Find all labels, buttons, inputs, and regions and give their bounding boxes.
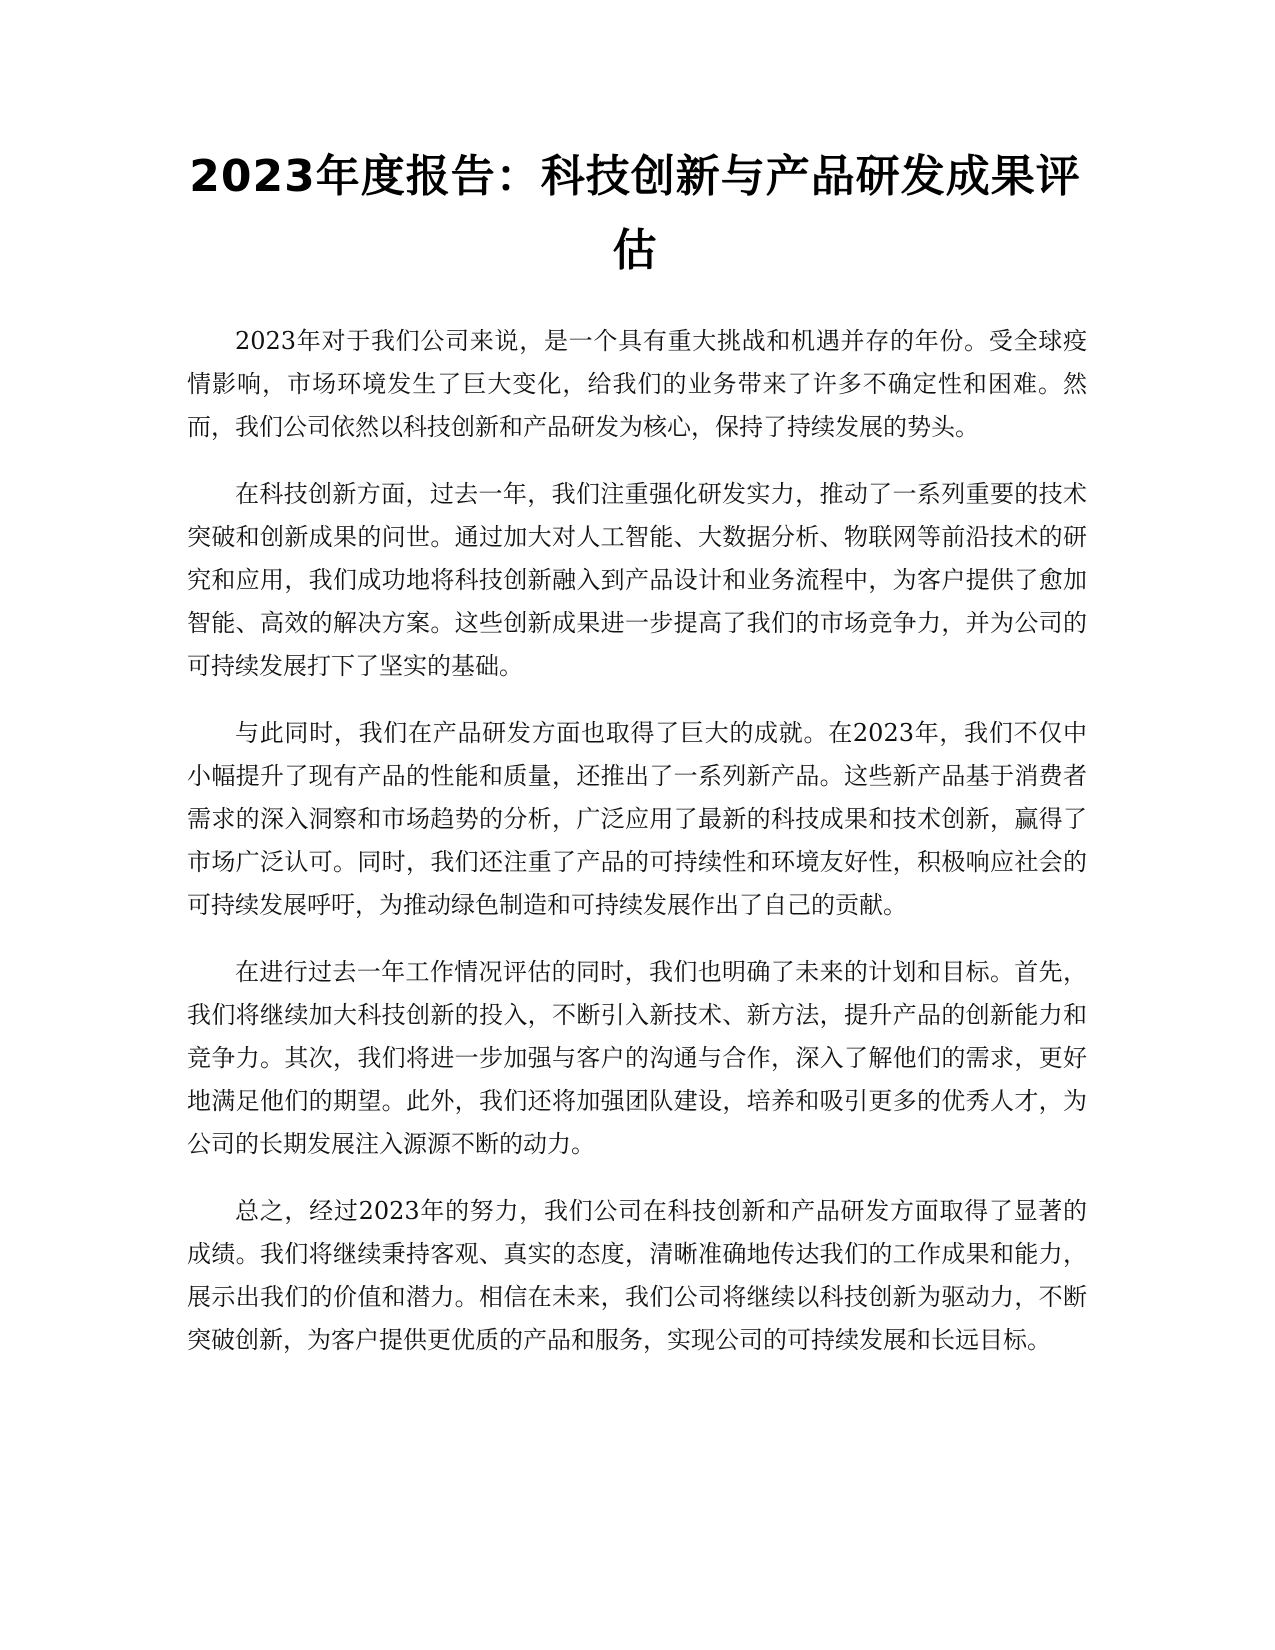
paragraph-tech-innovation: 在科技创新方面，过去一年，我们注重强化研发实力，推动了一系列重要的技术突破和创新成果的问世。通过加大对人工智能、大数据分析、物联网等前沿技术的研究和应用，我们成功地将科技创新融入到产品设计和业务流程中，为客户提供了愈加智能、高效的解决方案。这些创新成果进一步提高了我们的市场竞争力，并为公司的可持续发展打下了坚实的基础。 <box>187 480 1087 680</box>
paragraph-intro: 2023年对于我们公司来说，是一个具有重大挑战和机遇并存的年份。受全球疫情影响，市场环境发生了巨大变化，给我们的业务带来了许多不确定性和困难。然而，我们公司依然以科技创新和产品研发为核心，保持了持续发展的势头。 <box>187 327 1087 441</box>
paragraph-future-plans: 在进行过去一年工作情况评估的同时，我们也明确了未来的计划和目标。首先，我们将继续加大科技创新的投入，不断引入新技术、新方法，提升产品的创新能力和竞争力。其次，我们将进一步加强与客户的沟通与合作，深入了解他们的需求，更好地满足他们的期望。此外，我们还将加强团队建设，培养和吸引更多的优秀人才，为公司的长期发展注入源源不断的动力。 <box>187 958 1087 1158</box>
document-body <box>187 320 1087 1386</box>
paragraph-product-rd: 与此同时，我们在产品研发方面也取得了巨大的成就。在2023年，我们不仅中小幅提升了现有产品的性能和质量，还推出了一系列新产品。这些新产品基于消费者需求的深入洞察和市场趋势的分析，广泛应用了最新的科技成果和技术创新，赢得了市场广泛认可。同时，我们还注重了产品的可持续性和环境友好性，积极响应社会的可持续发展呼吁，为推动绿色制造和可持续发展作出了自己的贡献。 <box>187 719 1087 919</box>
document-title: 2023年度报告：科技创新与产品研发成果评估 <box>189 151 1081 276</box>
paragraph-conclusion: 总之，经过2023年的努力，我们公司在科技创新和产品研发方面取得了显著的成绩。我们将继续秉持客观、真实的态度，清晰准确地传达我们的工作成果和能力，展示出我们的价值和潜力。相信在未来，我们公司将继续以科技创新为驱动力，不断突破创新，为客户提供更优质的产品和服务，实现公司的可持续发展和长远目标。 <box>187 1197 1087 1354</box>
